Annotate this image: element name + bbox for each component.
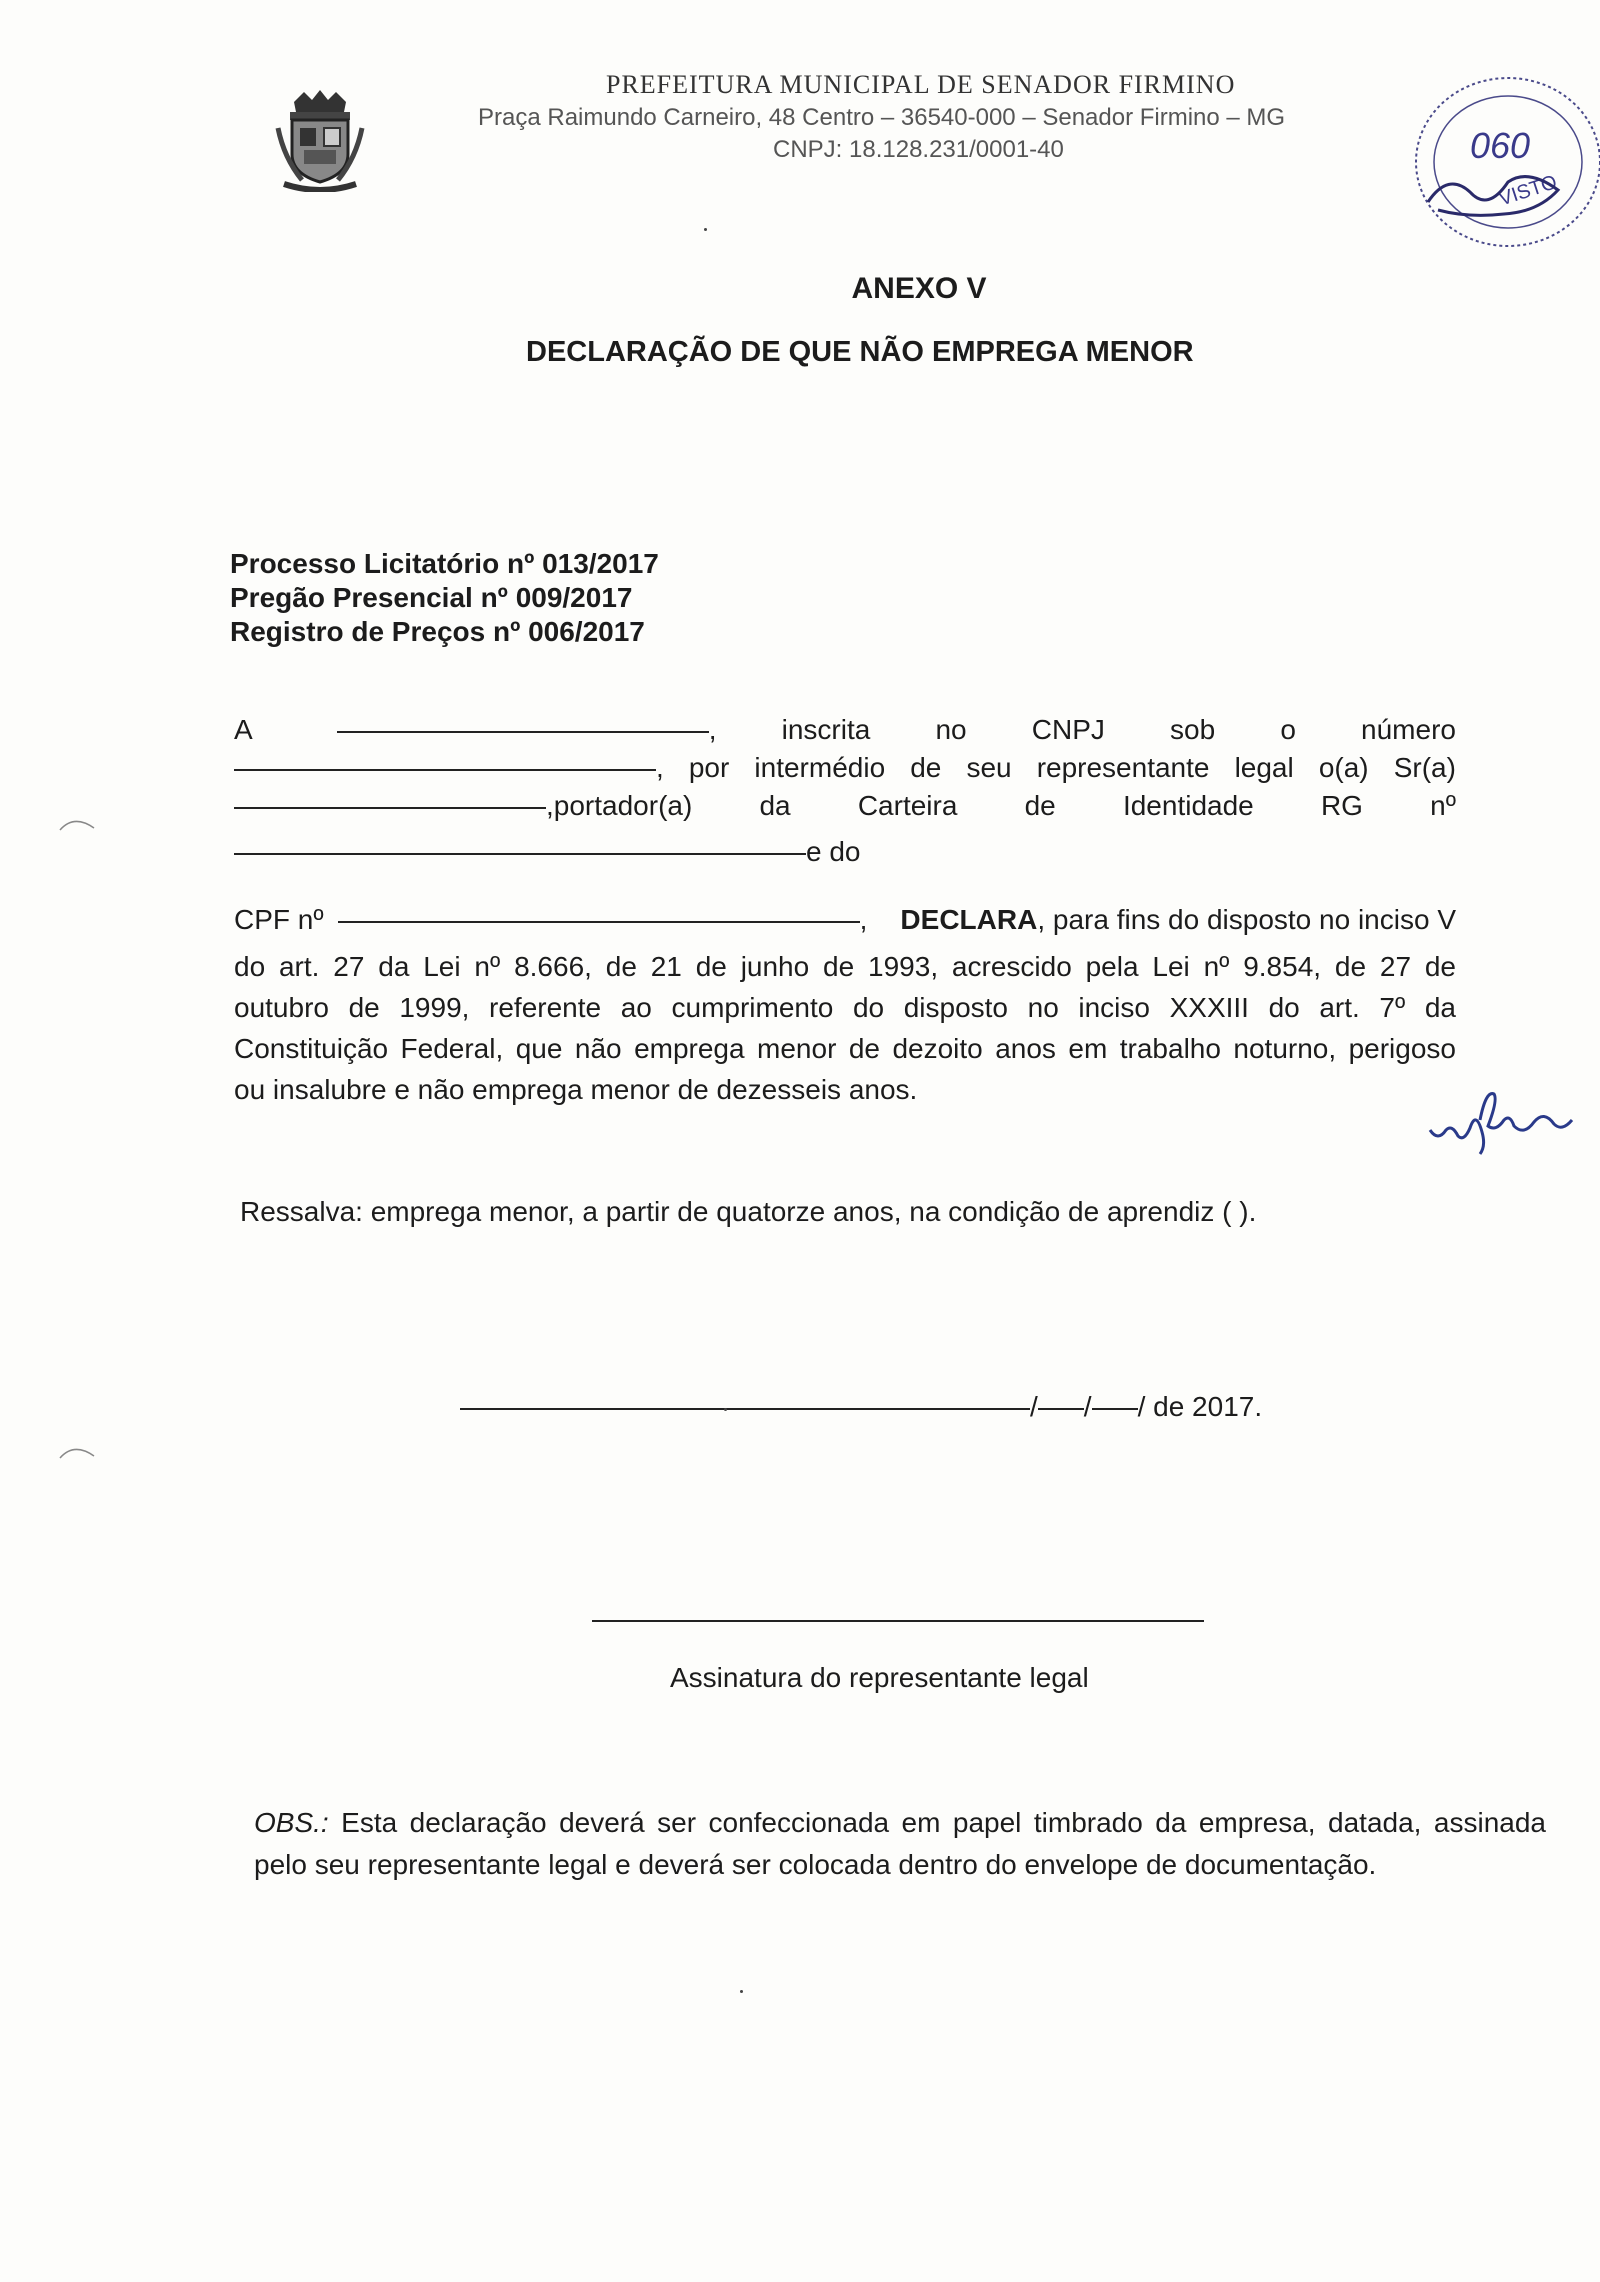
handwritten-rubric: [1424, 1080, 1584, 1160]
signature-line[interactable]: [592, 1620, 1204, 1622]
municipal-crest-icon: [274, 88, 366, 192]
obs-label: OBS.:: [254, 1807, 329, 1838]
body-line-2: , por intermédio de seu representante legal o(a) Sr(a): [234, 752, 1456, 784]
stamp-word: VISTO: [1496, 171, 1560, 211]
stamp-number: 060: [1470, 125, 1531, 166]
scan-mark: [704, 228, 707, 231]
declara-word: DECLARA: [900, 904, 1038, 935]
date-line: / / / de 2017.: [460, 1391, 1262, 1423]
declaration-title: DECLARAÇÃO DE QUE NÃO EMPREGA MENOR: [526, 336, 1194, 368]
body-line-4: e do: [234, 836, 1456, 868]
scan-mark: [740, 1990, 743, 1993]
body-line-3: ,portador(a) da Carteira de Identidade RG nº: [234, 790, 1456, 822]
process-registro: Registro de Preços nº 006/2017: [230, 616, 645, 647]
cnpj-number-field[interactable]: [234, 768, 656, 771]
process-licitatorio: Processo Licitatório nº 013/2017: [230, 548, 659, 579]
place-field[interactable]: [460, 1407, 1030, 1410]
rg-number-field[interactable]: [234, 852, 806, 855]
annex-title: ANEXO V: [851, 272, 987, 305]
signature-label: Assinatura do representante legal: [670, 1662, 1089, 1693]
cpf-number-field[interactable]: [338, 920, 860, 923]
ressalva-note: Ressalva: emprega menor, a partir de quatorze anos, na condição de aprendiz ( ).: [240, 1196, 1257, 1227]
margin-mark: [58, 812, 98, 834]
margin-mark: [58, 1440, 98, 1462]
company-name-field[interactable]: [337, 730, 709, 733]
scan-mark: [724, 1408, 727, 1411]
declaration-paragraph: do art. 27 da Lei nº 8.666, de 21 de junho de 1993, acrescido pela Lei nº 9.854, de 27 de outubro de 1999, referente ao cumprimento do disposto no inciso XXXIII do art. 7º da Constituição Federal, que não emprega menor de dezoito anos em trabalho noturno, perigoso ou insalubre e não emprega menor de dezesseis anos.: [234, 951, 1456, 1105]
obs-text: Esta declaração deverá ser confeccionada em papel timbrado da empresa, datada, assinada pelo seu representante legal e deverá ser colocada dentro do envelope de documentação.: [254, 1807, 1546, 1880]
representative-name-field[interactable]: [234, 806, 546, 809]
header-title: PREFEITURA MUNICIPAL DE SENADOR FIRMINO: [606, 70, 1236, 99]
body-line-1: A , inscrita no CNPJ sob o número: [234, 714, 1456, 745]
day-field[interactable]: [1038, 1407, 1084, 1410]
header-address: Praça Raimundo Carneiro, 48 Centro – 36540-000 – Senador Firmino – MG: [478, 104, 1286, 131]
month-field[interactable]: [1092, 1407, 1138, 1410]
header-cnpj: CNPJ: 18.128.231/0001-40: [773, 136, 1064, 163]
obs-note: [254, 1802, 1546, 1886]
body-a: A: [234, 714, 253, 745]
cpf-line: CPF nº , DECLARA, para fins do disposto no inciso V: [234, 904, 1456, 935]
process-pregao: Pregão Presencial nº 009/2017: [230, 582, 633, 613]
year-text: / de 2017.: [1137, 1391, 1263, 1422]
cpf-label: CPF nº: [234, 904, 324, 935]
visto-stamp: [1408, 72, 1600, 252]
